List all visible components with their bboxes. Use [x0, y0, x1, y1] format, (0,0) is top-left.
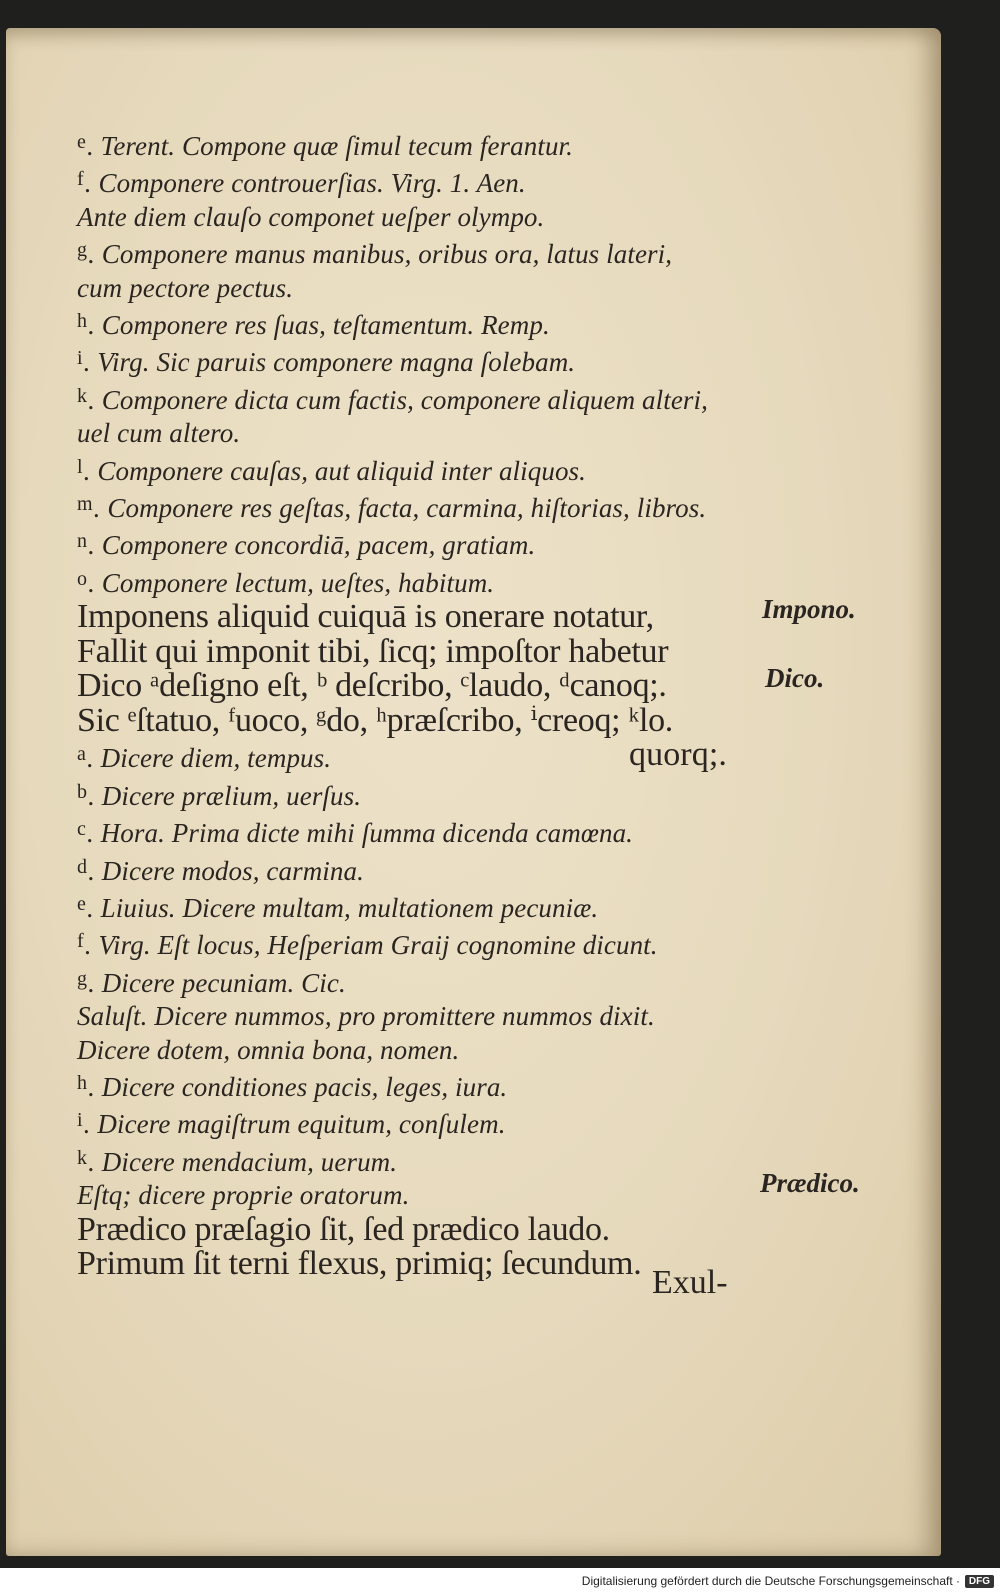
margin-note-praedico: Prædico.	[760, 1168, 860, 1198]
note-letter: h	[77, 1071, 88, 1094]
line-text: . Componere cauſas, aut aliquid inter aliquos.	[83, 455, 587, 486]
text-line	[77, 776, 757, 813]
text-line	[77, 272, 757, 305]
text-line	[77, 738, 757, 775]
text-line	[77, 851, 757, 888]
note-letter: c	[77, 818, 86, 841]
text-line	[77, 525, 757, 562]
text-line	[77, 888, 757, 925]
note-letter: f	[77, 930, 84, 953]
text-line	[77, 813, 757, 850]
text-line	[77, 342, 757, 379]
note-letter: d	[77, 855, 88, 878]
text-line	[77, 925, 757, 962]
text-line	[77, 126, 757, 163]
line-text: . Componere res geſtas, facta, carmina, hiſtorias, libros.	[93, 493, 707, 524]
line-text: Primum ſit terni flexus, primiq; ſecundum.	[77, 1245, 642, 1283]
line-text: uel cum altero.	[77, 418, 241, 449]
line-text: . Terent. Compone quæ ſimul tecum ferantur.	[86, 131, 574, 161]
note-letter: h	[77, 310, 88, 333]
line-text: . Componere manus manibus, oribus ora, latus lateri,	[88, 239, 673, 270]
note-letter: m	[77, 493, 93, 516]
text-line	[77, 234, 757, 271]
line-text: Imponens aliquid cuiquā is onerare notatur,	[77, 598, 654, 636]
line-text: . Componere dicta cum factis, componere aliquem alteri,	[88, 384, 708, 415]
line-text: Eſtq; dicere proprie oratorum.	[77, 1180, 410, 1211]
note-letter: i	[77, 1109, 83, 1132]
line-text: . Dicere pecuniam. Cic.	[88, 967, 346, 998]
line-text: Fallit qui imponit tibi, ſicq; impoſtor habetur	[77, 632, 669, 670]
text-line	[77, 1034, 757, 1067]
note-letter: g	[77, 239, 88, 262]
text-line	[77, 451, 757, 488]
note-letter: g	[77, 967, 88, 990]
line-text: . Dicere diem, tempus.	[86, 743, 332, 774]
text-line	[77, 1210, 757, 1248]
line-text: . Dicere mendacium, uerum.	[88, 1146, 398, 1177]
note-letter: l	[77, 455, 83, 478]
line-text: . Dicere conditiones pacis, leges, iura.	[88, 1071, 508, 1102]
dfg-logo: DFG	[965, 1575, 994, 1588]
line-text: . Dicere modos, carmina.	[88, 855, 364, 886]
margin-note-impono: Impono.	[762, 594, 856, 624]
text-line	[77, 632, 757, 670]
line-text: . Componere controuerſias. Virg. 1. Aen.	[84, 168, 526, 199]
note-letter: e	[77, 131, 86, 153]
text-line	[77, 563, 757, 600]
text-line	[77, 1179, 757, 1212]
text-line	[77, 163, 757, 200]
text-line	[77, 669, 757, 704]
note-letter: k	[77, 384, 88, 407]
catchword: Exul-	[652, 1264, 728, 1301]
margin-note-dico: Dico.	[765, 663, 825, 693]
line-text: Dico ᵃdeſigno eſt, ᵇ deſcribo, ᶜlaudo, ᵈcanoq;.	[77, 667, 667, 705]
note-letter: b	[77, 780, 88, 803]
line-text: . Virg. Eſt locus, Heſperiam Graij cognomine dicunt.	[84, 930, 658, 961]
line-text: . Componere lectum, ueſtes, habitum.	[88, 567, 495, 598]
text-line	[77, 1142, 757, 1179]
text-line	[77, 417, 757, 450]
line-text: Dicere dotem, omnia bona, nomen.	[77, 1034, 460, 1065]
note-letter: o	[77, 567, 88, 590]
text-line	[77, 305, 757, 342]
text-line	[77, 600, 757, 635]
line-text: . Dicere prælium, uerſus.	[88, 780, 362, 811]
text-line	[77, 963, 757, 1000]
line-text: . Componere concordiā, pacem, gratiam.	[88, 530, 536, 561]
text-line	[77, 488, 757, 525]
text-line	[77, 701, 757, 739]
line-text: Saluſt. Dicere nummos, pro promittere nummos dixit.	[77, 1001, 655, 1032]
line-text: . Hora. Prima dicte mihi ſumma dicenda camœna.	[86, 818, 634, 849]
text-line	[77, 1067, 757, 1104]
line-text: . Virg. Sic paruis componere magna ſolebam.	[83, 347, 576, 378]
footer-bar	[0, 1572, 1000, 1594]
line-text: . Liuius. Dicere multam, multationem pecuniæ.	[86, 892, 599, 923]
main-text-block	[77, 126, 757, 1282]
line-text: Ante diem clauſo componet ueſper olympo.	[77, 201, 545, 232]
text-line	[77, 380, 757, 417]
note-letter: e	[77, 892, 86, 915]
line-text: Prædico præſagio ſit, ſed prædico laudo.	[77, 1210, 610, 1248]
note-letter: n	[77, 530, 88, 553]
footer-credit: Digitalisierung gefördert durch die Deutsche Forschungsgemeinschaft ·	[581, 1574, 960, 1588]
line-text: . Componere res ſuas, teſtamentum. Remp.	[88, 310, 550, 341]
text-line	[77, 1000, 757, 1033]
line-text: . Dicere magiſtrum equitum, conſulem.	[83, 1109, 506, 1140]
note-letter: k	[77, 1146, 88, 1169]
line-text: cum pectore pectus.	[77, 272, 294, 303]
text-line	[77, 1104, 757, 1141]
note-letter: f	[77, 168, 84, 191]
note-letter: a	[77, 743, 86, 766]
text-line	[77, 201, 757, 234]
line-text: Sic ᵉſtatuo, ᶠuoco, ᵍdo, ʰpræſcribo, ⁱcreoq; ᵏlo.	[77, 701, 673, 739]
line-tail-text: quorq;.	[629, 736, 727, 774]
note-letter: i	[77, 347, 83, 370]
